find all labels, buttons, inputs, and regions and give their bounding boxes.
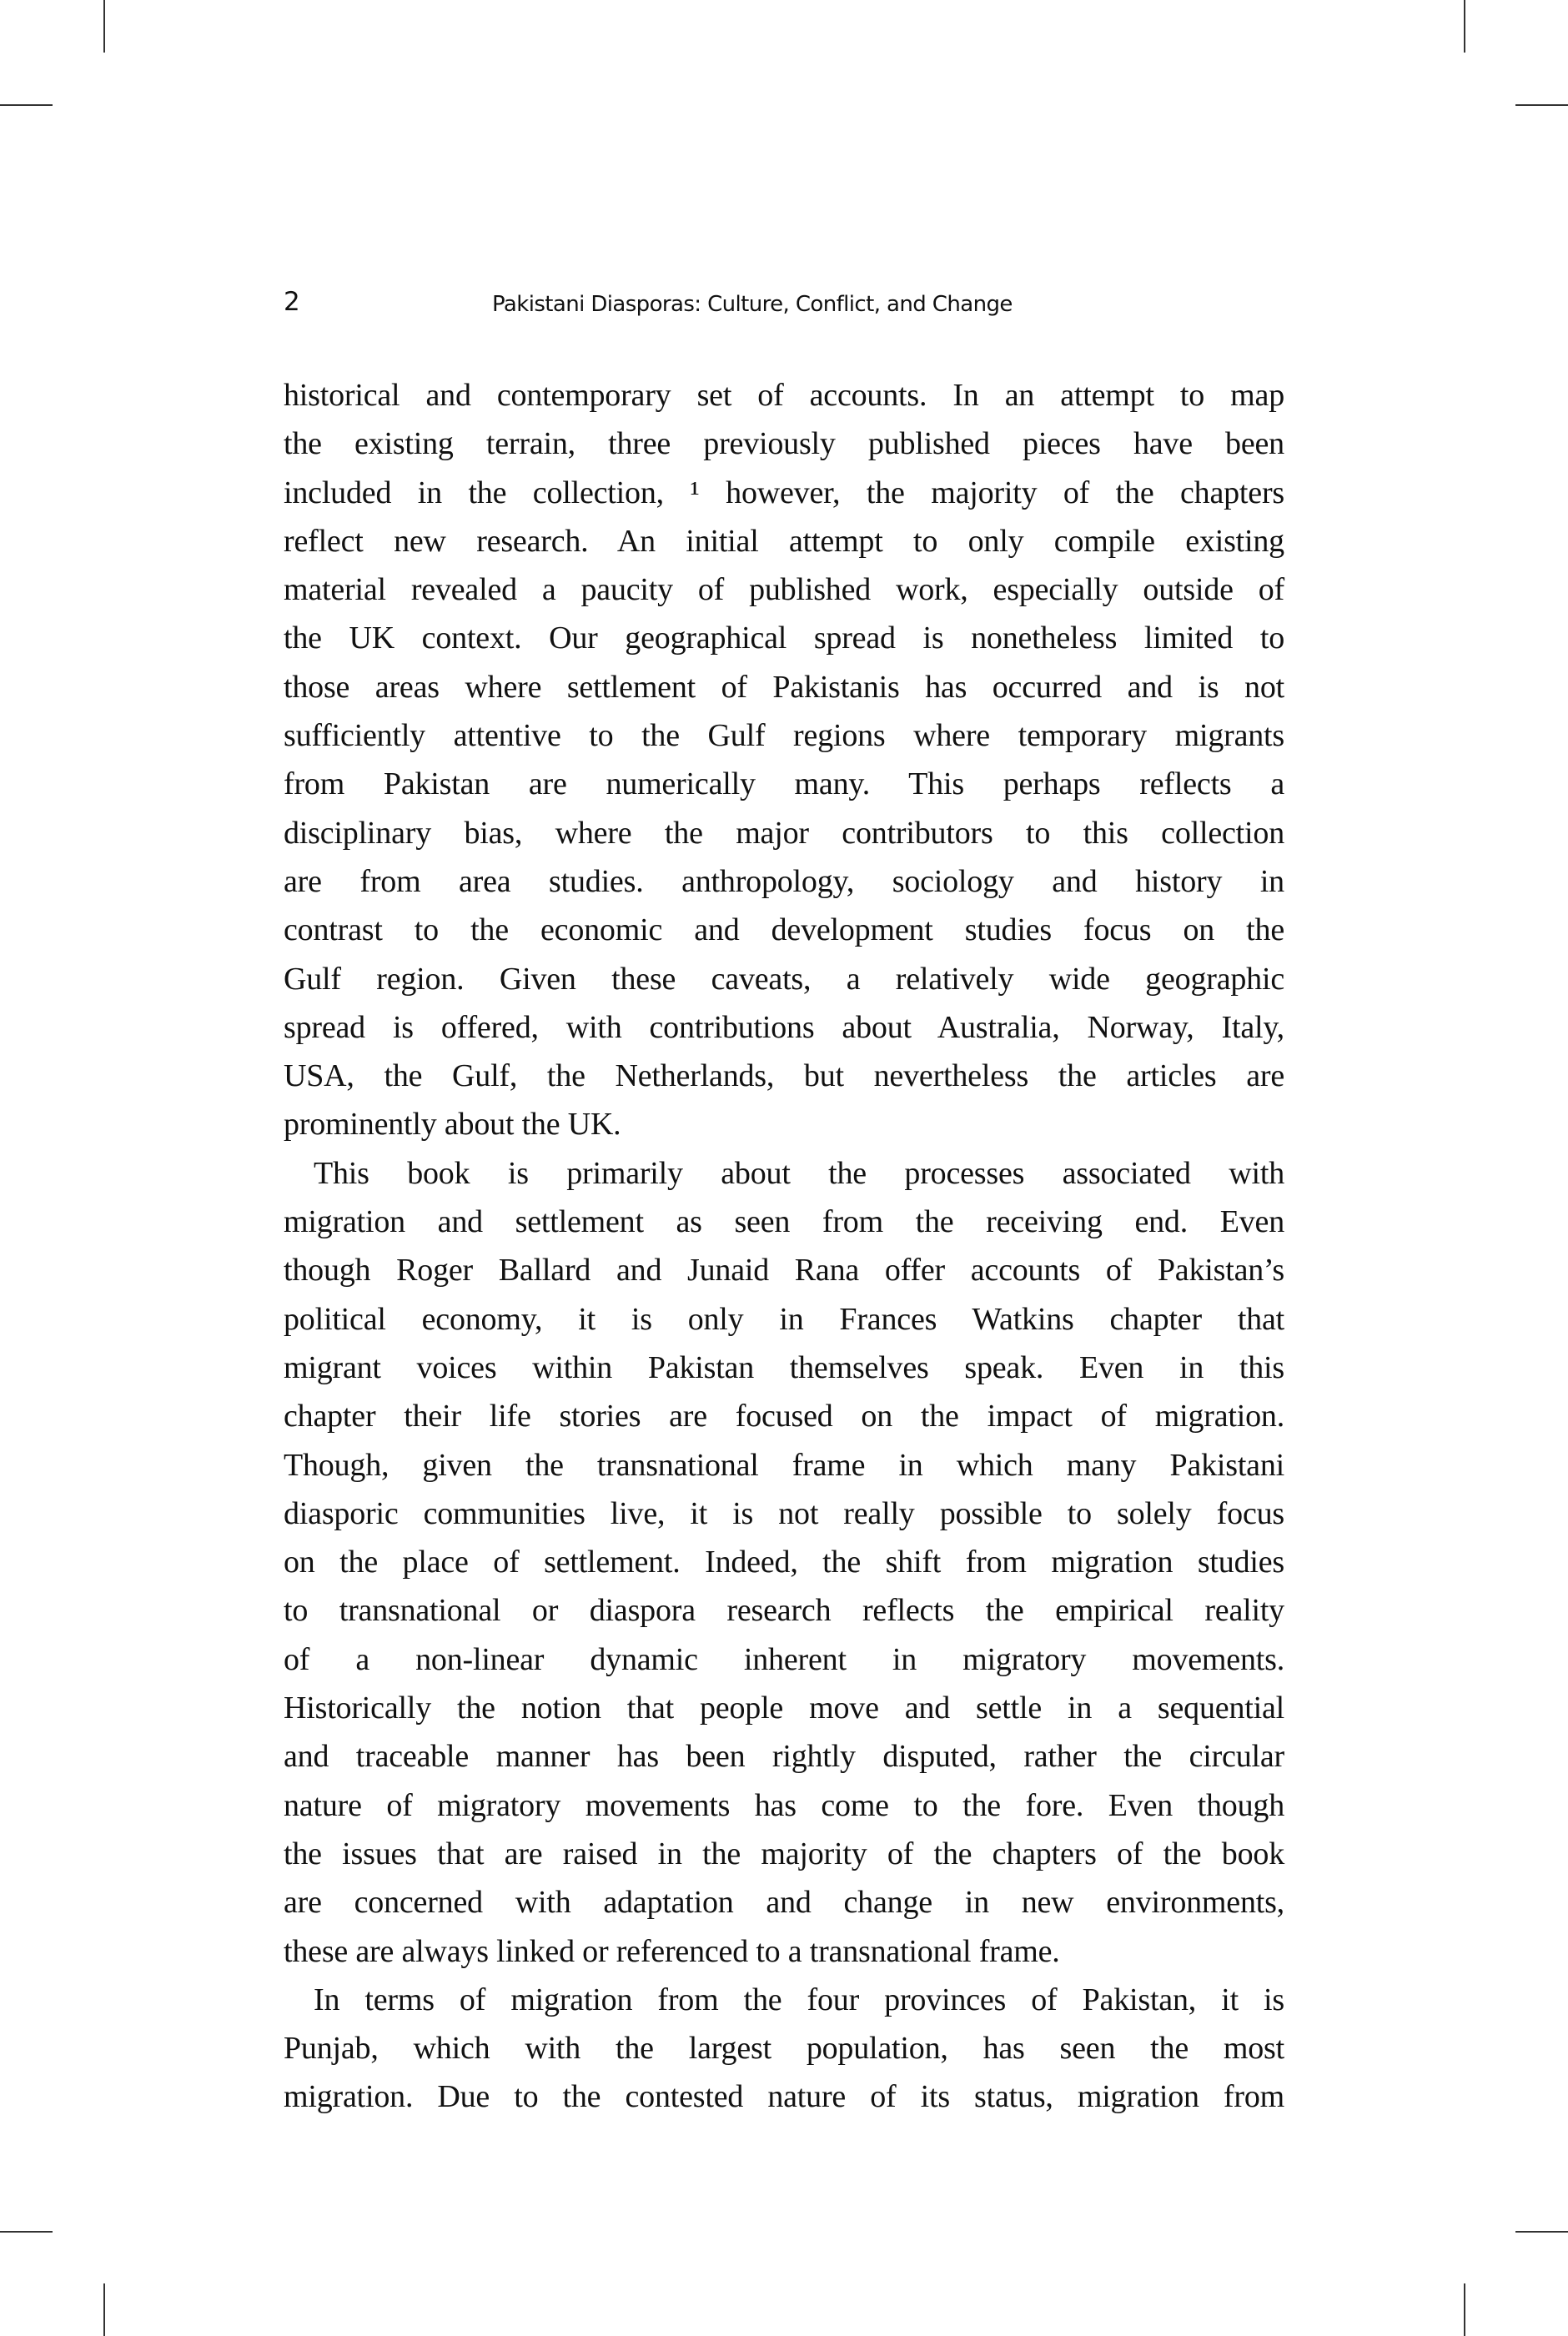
text-line: of a non-linear dynamic inherent in migratory movements. — [284, 1641, 1284, 1677]
text-line: political economy, it is only in Frances Watkins chapter that — [284, 1301, 1284, 1337]
text-line: reflect new research. An initial attempt to only compile existing — [284, 523, 1284, 559]
crop-mark-bottom-right-horizontal — [1515, 2231, 1568, 2233]
text-line: prominently about the UK. — [284, 1107, 621, 1143]
crop-mark-top-right-horizontal — [1515, 104, 1568, 106]
running-header-title: Pakistani Diasporas: Culture, Conflict, and Change — [492, 292, 1013, 317]
text-line: and traceable manner has been rightly disputed, rather the circular — [284, 1739, 1284, 1775]
page-number: 2 — [284, 287, 300, 317]
text-line: on the place of settlement. Indeed, the shift from migration studies — [284, 1545, 1284, 1580]
text-line: USA, the Gulf, the Netherlands, but nevertheless the articles are — [284, 1058, 1284, 1094]
text-line: these are always linked or referenced to a transnational frame. — [284, 1933, 1060, 1969]
crop-mark-bottom-left-vertical — [103, 2283, 105, 2336]
text-line: the UK context. Our geographical spread is nonetheless limited to — [284, 620, 1284, 656]
text-line: Punjab, which with the largest population, has seen the most — [284, 2031, 1284, 2067]
crop-mark-top-left-horizontal — [0, 104, 53, 106]
text-line: the issues that are raised in the majority of the chapters of the book — [284, 1836, 1284, 1871]
text-line: historical and contemporary set of accounts. In an attempt to map — [284, 378, 1284, 413]
text-line: Historically the notion that people move and settle in a sequential — [284, 1690, 1284, 1726]
text-line: migration and settlement as seen from the receiving end. Even — [284, 1204, 1284, 1240]
text-line: sufficiently attentive to the Gulf regions where temporary migrants — [284, 718, 1284, 754]
text-line: nature of migratory movements has come to the fore. Even though — [284, 1787, 1284, 1823]
crop-mark-bottom-left-horizontal — [0, 2231, 53, 2233]
text-line: chapter their life stories are focused on the impact of migration. — [284, 1399, 1284, 1434]
text-line: are concerned with adaptation and change in new environments, — [284, 1885, 1284, 1921]
crop-mark-bottom-right-vertical — [1464, 2283, 1465, 2336]
text-line: Gulf region. Given these caveats, a relatively wide geographic — [284, 961, 1284, 997]
body-text — [284, 371, 1284, 2122]
text-line: migrant voices within Pakistan themselves speak. Even in this — [284, 1349, 1284, 1385]
text-line: This book is primarily about the processes associated with — [314, 1155, 1284, 1191]
text-line: those areas where settlement of Pakistanis has occurred and is not — [284, 669, 1284, 705]
text-line: migration. Due to the contested nature of its status, migration from — [284, 2079, 1284, 2115]
text-line: included in the collection, ¹ however, the majority of the chapters — [284, 475, 1284, 510]
text-line: to transnational or diaspora research reflects the empirical reality — [284, 1593, 1284, 1629]
crop-mark-top-right-vertical — [1464, 0, 1465, 53]
text-line: are from area studies. anthropology, sociology and history in — [284, 863, 1284, 899]
text-line: diasporic communities live, it is not really possible to solely focus — [284, 1495, 1284, 1531]
text-line: the existing terrain, three previously published pieces have been — [284, 426, 1284, 462]
text-line: disciplinary bias, where the major contributors to this collection — [284, 815, 1284, 851]
text-line: Though, given the transnational frame in which many Pakistani — [284, 1447, 1284, 1483]
text-line: spread is offered, with contributions about Australia, Norway, Italy, — [284, 1009, 1284, 1045]
text-line: from Pakistan are numerically many. This perhaps reflects a — [284, 766, 1284, 802]
text-line: material revealed a paucity of published work, especially outside of — [284, 572, 1284, 608]
crop-mark-top-left-vertical — [103, 0, 105, 53]
text-line: In terms of migration from the four provinces of Pakistan, it is — [314, 1982, 1284, 2017]
text-line: though Roger Ballard and Junaid Rana offer accounts of Pakistan’s — [284, 1253, 1284, 1289]
text-line: contrast to the economic and development studies focus on the — [284, 912, 1284, 948]
